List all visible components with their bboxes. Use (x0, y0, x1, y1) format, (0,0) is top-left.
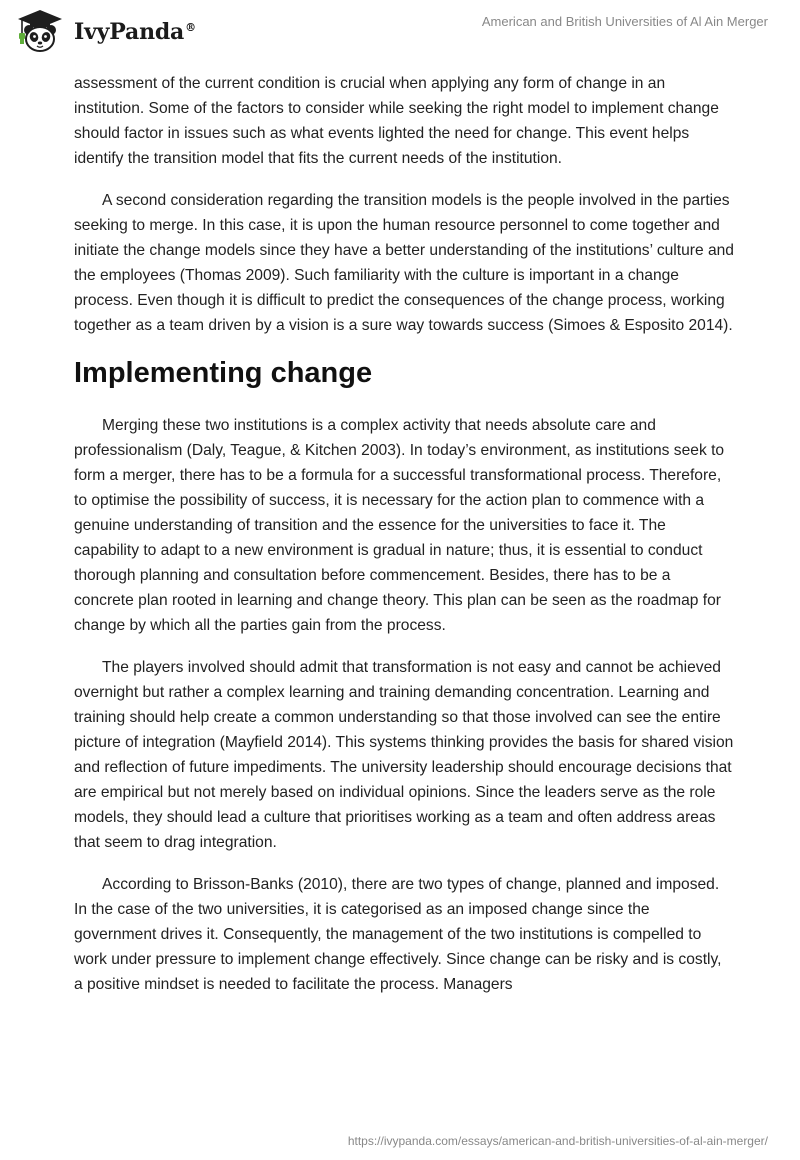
brand-name: IvyPanda® (74, 19, 196, 45)
paragraph-1: assessment of the current condition is crucial when applying any form of change in an institution. Some of the factors to consider while seeking the right model to implement change should factor in issues such as what events lighted the need for change. This event helps identify the transition model that fits the current needs of the institution. (74, 75, 719, 167)
source-url-link[interactable]: https://ivypanda.com/essays/american-and-british-universities-of-al-ain-merger/ (347, 1134, 768, 1148)
paragraph-4: The players involved should admit that transformation is not easy and cannot be achieved overnight but rather a complex learning and training demanding concentration. Learning and training should help create a common understanding so that those involved can see the entire picture of integration (Mayfield 2014). This systems thinking provides the basis for shared vision and reflection of future impediments. The university leadership should encourage decisions that are empirical but not merely based on individual opinions. Since the leaders serve as the role models, they should lead a culture that prioritises working as a team and often address areas that seem to drag integration. (74, 659, 734, 851)
registered-mark: ® (185, 20, 196, 34)
article-body (74, 71, 734, 1014)
document-title: American and British Universities of Al Ain Merger (481, 14, 768, 29)
section-heading: Implementing change (74, 357, 373, 389)
paragraph-5: According to Brisson-Banks (2010), there are two types of change, planned and imposed. In the case of the two universities, it is categorised as an imposed change since the government drives it. Consequently, the management of the two institutions is compelled to work under pressure to implement change effectively. Since change can be risky and is costly, a positive mindset is needed to facilitate the process. Managers (74, 876, 722, 993)
paragraph-3: Merging these two institutions is a complex activity that needs absolute care and professionalism (Daly, Teague, & Kitchen 2003). In today’s environment, as institutions seek to form a merger, there has to be a formula for a successful transformational process. Therefore, to optimise the possibility of success, it is necessary for the action plan to commence with a genuine understanding of transition and the essence for the universities to face it. The capability to adapt to a new environment is gradual in nature; thus, it is essential to conduct thorough planning and consultation before commencement. Besides, there has to be a concrete plan rooted in learning and change theory. This plan can be seen as the roadmap for change by which all the parties gain from the process. (74, 417, 725, 634)
paragraph-2: A second consideration regarding the transition models is the people involved in the parties seeking to merge. In this case, it is upon the human resource personnel to come together and initiate the change models since they have a better understanding of the institutions’ culture and the employees (Thomas 2009). Such familiarity with the culture is important in a change process. Even though it is difficult to predict the consequences of the change process, working together as a team driven by a vision is a sure way towards success (Simoes & Esposito 2014). (74, 192, 734, 334)
panda-graduate-icon (14, 8, 66, 54)
ivypanda-logo[interactable] (14, 8, 196, 54)
page-header (0, 0, 800, 70)
